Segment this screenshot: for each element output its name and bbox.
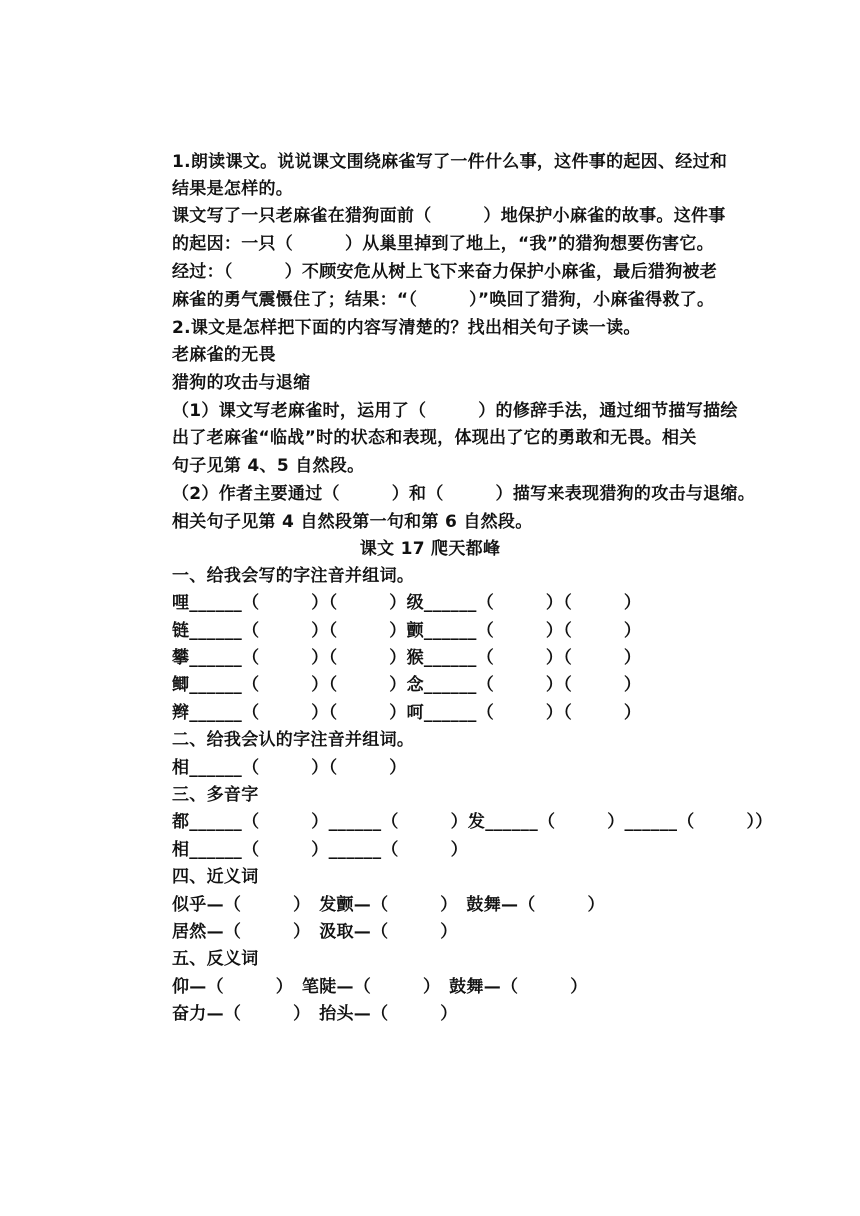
answer-2-2-line-1: （2）作者主要通过（ ）和（ ）描写来表现猎狗的攻击与退缩。 bbox=[172, 484, 756, 504]
question-2-line: 2.课文是怎样把下面的内容写清楚的？找出相关句子读一读。 bbox=[172, 318, 641, 338]
section-2-heading: 二、给我会认的字注音并组词。 bbox=[172, 730, 415, 750]
answer-1-line-2: 的起因：一只（ ）从巢里掉到了地上，“我”的猎狗想要伤害它。 bbox=[172, 234, 714, 254]
topic-sparrow: 老麻雀的无畏 bbox=[172, 345, 276, 365]
exercise-row: 链______（ ）（ ）颤______（ ）（ ） bbox=[172, 621, 642, 641]
answer-1-line-4: 麻雀的勇气震慑住了；结果：“（ ）”唤回了猎狗，小麻雀得救了。 bbox=[172, 290, 715, 310]
answer-2-1-line-1: （1）课文写老麻雀时，运用了（ ）的修辞手法，通过细节描写描绘 bbox=[172, 401, 738, 421]
answer-1-line-1: 课文写了一只老麻雀在猎狗面前（ ）地保护小麻雀的故事。这件事 bbox=[172, 206, 726, 226]
exercise-row: 辫______（ ）（ ）呵______（ ）（ ） bbox=[172, 703, 642, 723]
answer-2-1-line-3: 句子见第 4、5 自然段。 bbox=[172, 456, 365, 476]
exercise-row: 似乎—（ ） 发颤—（ ） 鼓舞—（ ） bbox=[172, 895, 605, 915]
answer-2-1-line-2: 出了老麻雀“临战”时的状态和表现，体现出了它的勇敢和无畏。相关 bbox=[172, 428, 697, 448]
exercise-row: 奋力—（ ） 抬头—（ ） bbox=[172, 1004, 458, 1024]
section-4-heading: 四、近义词 bbox=[172, 867, 259, 887]
exercise-row: 攀______（ ）（ ）猴______（ ）（ ） bbox=[172, 648, 642, 668]
section-5-heading: 五、反义词 bbox=[172, 949, 259, 969]
question-1-line-1: 1.朗读课文。说说课文围绕麻雀写了一件什么事，这件事的起因、经过和 bbox=[172, 152, 728, 172]
exercise-row: 都______（ ）______（ ）发______（ ）______（ ）） bbox=[172, 812, 773, 832]
section-3-heading: 三、多音字 bbox=[172, 785, 259, 805]
exercise-row: 鲫______（ ）（ ）念______（ ）（ ） bbox=[172, 675, 642, 695]
section-1-heading: 一、给我会写的字注音并组词。 bbox=[172, 566, 415, 586]
lesson-title: 课文 17 爬天都峰 bbox=[359, 539, 501, 559]
answer-1-line-3: 经过：（ ）不顾安危从树上飞下来奋力保护小麻雀，最后猎狗被老 bbox=[172, 262, 718, 282]
topic-hound: 猎狗的攻击与退缩 bbox=[172, 373, 311, 393]
exercise-row: 相______（ ）______（ ） bbox=[172, 840, 468, 860]
exercise-row: 哩______（ ）（ ）级______（ ）（ ） bbox=[172, 593, 642, 613]
answer-2-2-line-2: 相关句子见第 4 自然段第一句和第 6 自然段。 bbox=[172, 512, 533, 532]
exercise-row: 相______（ ）（ ） bbox=[172, 758, 407, 778]
exercise-row: 居然—（ ） 汲取—（ ） bbox=[172, 922, 458, 942]
question-1-line-2: 结果是怎样的。 bbox=[172, 179, 294, 199]
exercise-row: 仰—（ ） 笔陡—（ ） 鼓舞—（ ） bbox=[172, 977, 588, 997]
